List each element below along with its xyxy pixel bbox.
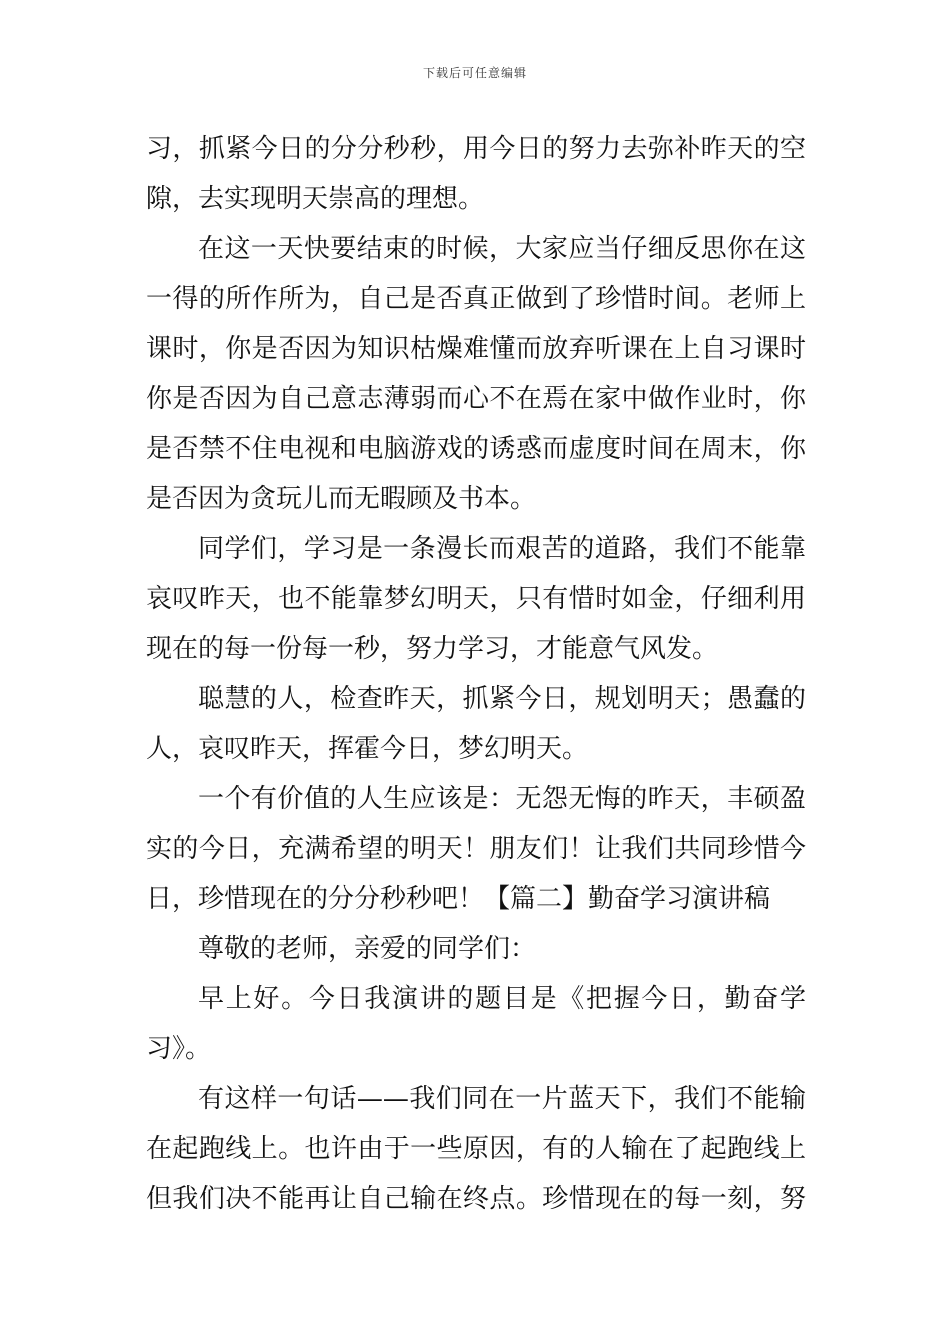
body-line: 在这一天快要结束的时候，大家应当仔细反思你在这 — [198, 234, 806, 264]
body-line: 习》。 — [146, 1034, 212, 1064]
body-line: 有这样一句话——我们同在一片蓝天下，我们不能输 — [198, 1084, 806, 1114]
body-line: 同学们，学习是一条漫长而艰苦的道路，我们不能靠 — [198, 534, 806, 564]
body-line: 是否禁不住电视和电脑游戏的诱惑而虚度时间在周末，你 — [146, 434, 806, 464]
body-line: 你是否因为自己意志薄弱而心不在焉在家中做作业时，你 — [146, 384, 806, 414]
body-line: 一得的所作所为，自己是否真正做到了珍惜时间。老师上 — [146, 284, 806, 314]
body-line: 一个有价值的人生应该是：无怨无悔的昨天，丰硕盈 — [198, 784, 806, 814]
body-line: 早上好。今日我演讲的题目是《把握今日，勤奋学 — [198, 984, 806, 1014]
body-line: 隙，去实现明天崇高的理想。 — [146, 184, 485, 214]
body-line: 习，抓紧今日的分分秒秒，用今日的努力去弥补昨天的空 — [146, 134, 806, 164]
body-line: 是否因为贪玩儿而无暇顾及书本。 — [146, 484, 537, 514]
body-line: 课时，你是否因为知识枯燥难懂而放弃听课在上自习课时 — [146, 334, 806, 364]
body-line: 人，哀叹昨天，挥霍今日，梦幻明天。 — [146, 734, 589, 764]
body-line: 尊敬的老师，亲爱的同学们： — [198, 934, 537, 964]
page-header: 下载后可任意编辑 — [422, 66, 527, 80]
body-line: 但我们决不能再让自己输在终点。珍惜现在的每一刻，努 — [146, 1184, 806, 1214]
body-line: 实的今日，充满希望的明天！朋友们！让我们共同珍惜今 — [146, 834, 806, 864]
body-line: 在起跑线上。也许由于一些原因，有的人输在了起跑线上 — [146, 1134, 806, 1164]
body-line: 哀叹昨天，也不能靠梦幻明天，只有惜时如金，仔细利用 — [146, 584, 806, 614]
body-line: 现在的每一份每一秒，努力学习，才能意气风发。 — [146, 634, 719, 664]
body-line: 日，珍惜现在的分分秒秒吧！【篇二】勤奋学习演讲稿 — [146, 884, 771, 914]
body-line: 聪慧的人，检查昨天，抓紧今日，规划明天；愚蠢的 — [198, 684, 806, 714]
